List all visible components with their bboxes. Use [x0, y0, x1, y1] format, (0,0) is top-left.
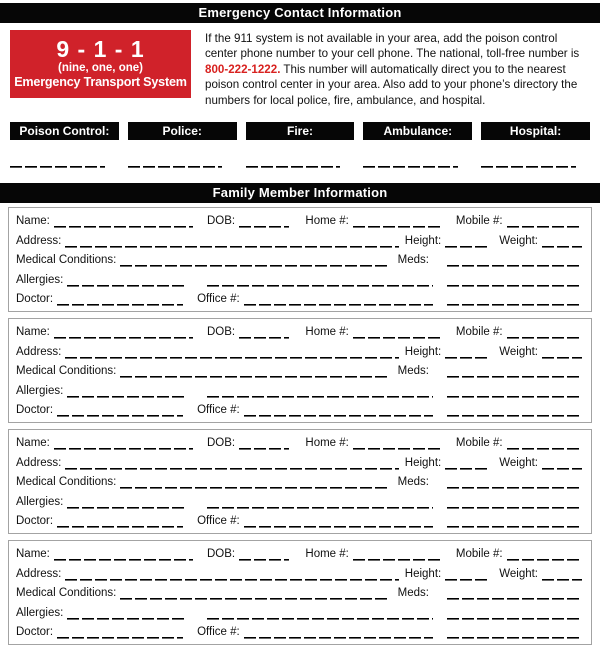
name-label: Name:	[16, 548, 50, 561]
meds-fill-line-2[interactable]	[447, 275, 582, 287]
dob-fill-line[interactable]	[239, 438, 289, 450]
allergies-label: Allergies:	[16, 384, 64, 397]
address-fill-line[interactable]	[65, 458, 398, 470]
hospital-label: Hospital:	[481, 122, 590, 140]
meds-label: Meds:	[397, 587, 429, 600]
family-member-card	[8, 429, 592, 534]
dob-label: DOB:	[207, 437, 236, 450]
mobile-phone-fill-line[interactable]	[507, 216, 582, 228]
home-phone-fill-line[interactable]	[353, 327, 440, 339]
office-phone-fill-line[interactable]	[244, 516, 433, 528]
member-row-identity	[16, 547, 582, 561]
medical-conditions-label: Medical Conditions:	[16, 587, 117, 600]
home-phone-label: Home #:	[305, 548, 349, 561]
name-fill-line[interactable]	[54, 549, 193, 561]
instructions-text-after: This number will automatically direct you to the nearest poison control center in your area. Also add to your phone’s directory the numbers for local police, fire, ambulance, and hospital.	[205, 62, 578, 107]
weight-fill-line[interactable]	[542, 569, 582, 581]
meds-label: Meds:	[397, 254, 429, 267]
member-row-address	[16, 456, 582, 470]
allergies-fill-line[interactable]	[67, 275, 185, 287]
dob-label: DOB:	[207, 215, 236, 228]
height-label: Height:	[404, 345, 442, 358]
doctor-label: Doctor:	[16, 404, 54, 417]
member-row-doctor	[16, 514, 582, 528]
height-fill-line[interactable]	[445, 347, 489, 359]
name-label: Name:	[16, 437, 50, 450]
family-member-card	[8, 207, 592, 312]
allergies-fill-line-2[interactable]	[207, 275, 433, 287]
office-phone-label: Office #:	[197, 626, 240, 639]
member-row-allergies	[16, 384, 582, 398]
doctor-fill-line[interactable]	[57, 516, 183, 528]
emergency-number: 9 - 1 - 1	[56, 35, 145, 62]
fire-label: Fire:	[246, 122, 355, 140]
ambulance-label: Ambulance:	[363, 122, 472, 140]
dob-label: DOB:	[207, 548, 236, 561]
medical-conditions-label: Medical Conditions:	[16, 365, 117, 378]
member-row-address	[16, 234, 582, 248]
member-row-medical	[16, 253, 582, 267]
poison-control-label: Poison Control:	[10, 122, 119, 140]
meds-label: Meds:	[397, 365, 429, 378]
emergency-number-words: (nine, one, one)	[58, 62, 143, 75]
address-fill-line[interactable]	[65, 236, 398, 248]
allergies-fill-line[interactable]	[67, 386, 185, 398]
mobile-phone-label: Mobile #:	[455, 437, 503, 450]
meds-fill-line-3[interactable]	[447, 405, 582, 417]
mobile-phone-fill-line[interactable]	[507, 438, 582, 450]
office-phone-fill-line[interactable]	[244, 294, 433, 306]
office-phone-fill-line[interactable]	[244, 405, 433, 417]
meds-fill-line[interactable]	[447, 588, 582, 600]
meds-fill-line-2[interactable]	[447, 608, 582, 620]
height-label: Height:	[404, 456, 442, 469]
mobile-phone-label: Mobile #:	[455, 215, 503, 228]
office-phone-label: Office #:	[197, 404, 240, 417]
meds-fill-line-2[interactable]	[447, 497, 582, 509]
member-row-doctor	[16, 403, 582, 417]
name-fill-line[interactable]	[54, 216, 193, 228]
address-label: Address:	[16, 567, 62, 580]
height-label: Height:	[404, 234, 442, 247]
member-row-doctor	[16, 625, 582, 639]
police-fill-line[interactable]	[128, 166, 223, 168]
member-row-allergies	[16, 606, 582, 620]
medical-conditions-fill-line[interactable]	[120, 477, 389, 489]
home-phone-fill-line[interactable]	[353, 438, 440, 450]
member-row-identity	[16, 214, 582, 228]
contact-column-ambulance	[363, 122, 472, 168]
doctor-label: Doctor:	[16, 626, 54, 639]
dob-fill-line[interactable]	[239, 327, 289, 339]
allergies-label: Allergies:	[16, 273, 64, 286]
member-row-doctor	[16, 292, 582, 306]
mobile-phone-label: Mobile #:	[455, 548, 503, 561]
medical-conditions-fill-line[interactable]	[120, 366, 389, 378]
poison-control-phone-number: 800-222-1222.	[205, 62, 281, 76]
name-fill-line[interactable]	[54, 438, 193, 450]
doctor-label: Doctor:	[16, 293, 54, 306]
emergency-contacts-row	[10, 122, 590, 168]
dob-fill-line[interactable]	[239, 216, 289, 228]
name-fill-line[interactable]	[54, 327, 193, 339]
family-member-card	[8, 318, 592, 423]
medical-conditions-label: Medical Conditions:	[16, 254, 117, 267]
address-label: Address:	[16, 345, 62, 358]
contact-column-poison-control	[10, 122, 119, 168]
member-row-allergies	[16, 273, 582, 287]
instructions-text-before: If the 911 system is not available in your area, add the poison control center phone number to your cell phone. The national, toll-free number is	[205, 32, 580, 61]
contact-column-fire	[246, 122, 355, 168]
meds-fill-line-2[interactable]	[447, 386, 582, 398]
family-section-title: Family Member Information	[0, 183, 600, 203]
weight-fill-line[interactable]	[542, 347, 582, 359]
member-row-address	[16, 345, 582, 359]
hospital-fill-line[interactable]	[481, 166, 576, 168]
weight-fill-line[interactable]	[542, 236, 582, 248]
member-row-allergies	[16, 495, 582, 509]
home-phone-fill-line[interactable]	[353, 549, 440, 561]
intro-section	[10, 30, 588, 108]
height-fill-line[interactable]	[445, 569, 489, 581]
family-members	[8, 207, 592, 645]
family-member-card	[8, 540, 592, 645]
page-title: Emergency Contact Information	[0, 3, 600, 23]
name-label: Name:	[16, 326, 50, 339]
allergies-fill-line-2[interactable]	[207, 497, 433, 509]
weight-label: Weight:	[499, 345, 538, 358]
meds-fill-line[interactable]	[447, 366, 582, 378]
member-row-medical	[16, 475, 582, 489]
office-phone-fill-line[interactable]	[244, 627, 433, 639]
weight-label: Weight:	[499, 456, 538, 469]
ambulance-fill-line[interactable]	[363, 166, 458, 168]
member-row-medical	[16, 586, 582, 600]
doctor-fill-line[interactable]	[57, 627, 183, 639]
meds-fill-line-3[interactable]	[447, 627, 582, 639]
meds-fill-line-3[interactable]	[447, 294, 582, 306]
home-phone-label: Home #:	[305, 437, 349, 450]
allergies-fill-line[interactable]	[67, 608, 185, 620]
address-label: Address:	[16, 234, 62, 247]
home-phone-label: Home #:	[305, 215, 349, 228]
address-label: Address:	[16, 456, 62, 469]
weight-label: Weight:	[499, 567, 538, 580]
doctor-fill-line[interactable]	[57, 294, 183, 306]
dob-label: DOB:	[207, 326, 236, 339]
address-fill-line[interactable]	[65, 347, 398, 359]
allergies-label: Allergies:	[16, 495, 64, 508]
home-phone-fill-line[interactable]	[353, 216, 440, 228]
office-phone-label: Office #:	[197, 515, 240, 528]
allergies-fill-line-2[interactable]	[207, 386, 433, 398]
contact-column-police	[128, 122, 237, 168]
meds-fill-line[interactable]	[447, 477, 582, 489]
contact-column-hospital	[481, 122, 590, 168]
meds-fill-line[interactable]	[447, 255, 582, 267]
height-fill-line[interactable]	[445, 458, 489, 470]
instructions-paragraph	[205, 30, 588, 108]
member-row-identity	[16, 436, 582, 450]
allergies-fill-line-2[interactable]	[207, 608, 433, 620]
mobile-phone-fill-line[interactable]	[507, 549, 582, 561]
meds-label: Meds:	[397, 476, 429, 489]
medical-conditions-fill-line[interactable]	[120, 588, 389, 600]
allergies-label: Allergies:	[16, 606, 64, 619]
weight-fill-line[interactable]	[542, 458, 582, 470]
weight-label: Weight:	[499, 234, 538, 247]
doctor-fill-line[interactable]	[57, 405, 183, 417]
mobile-phone-label: Mobile #:	[455, 326, 503, 339]
member-row-identity	[16, 325, 582, 339]
height-fill-line[interactable]	[445, 236, 489, 248]
doctor-label: Doctor:	[16, 515, 54, 528]
emergency-911-box	[10, 30, 191, 98]
police-label: Police:	[128, 122, 237, 140]
fire-fill-line[interactable]	[246, 166, 341, 168]
emergency-system-name: Emergency Transport System	[14, 75, 187, 90]
medical-conditions-label: Medical Conditions:	[16, 476, 117, 489]
name-label: Name:	[16, 215, 50, 228]
poison-control-fill-line[interactable]	[10, 166, 105, 168]
height-label: Height:	[404, 567, 442, 580]
member-row-medical	[16, 364, 582, 378]
allergies-fill-line[interactable]	[67, 497, 185, 509]
home-phone-label: Home #:	[305, 326, 349, 339]
medical-conditions-fill-line[interactable]	[120, 255, 389, 267]
member-row-address	[16, 567, 582, 581]
mobile-phone-fill-line[interactable]	[507, 327, 582, 339]
address-fill-line[interactable]	[65, 569, 398, 581]
dob-fill-line[interactable]	[239, 549, 289, 561]
meds-fill-line-3[interactable]	[447, 516, 582, 528]
page	[0, 3, 600, 645]
office-phone-label: Office #:	[197, 293, 240, 306]
